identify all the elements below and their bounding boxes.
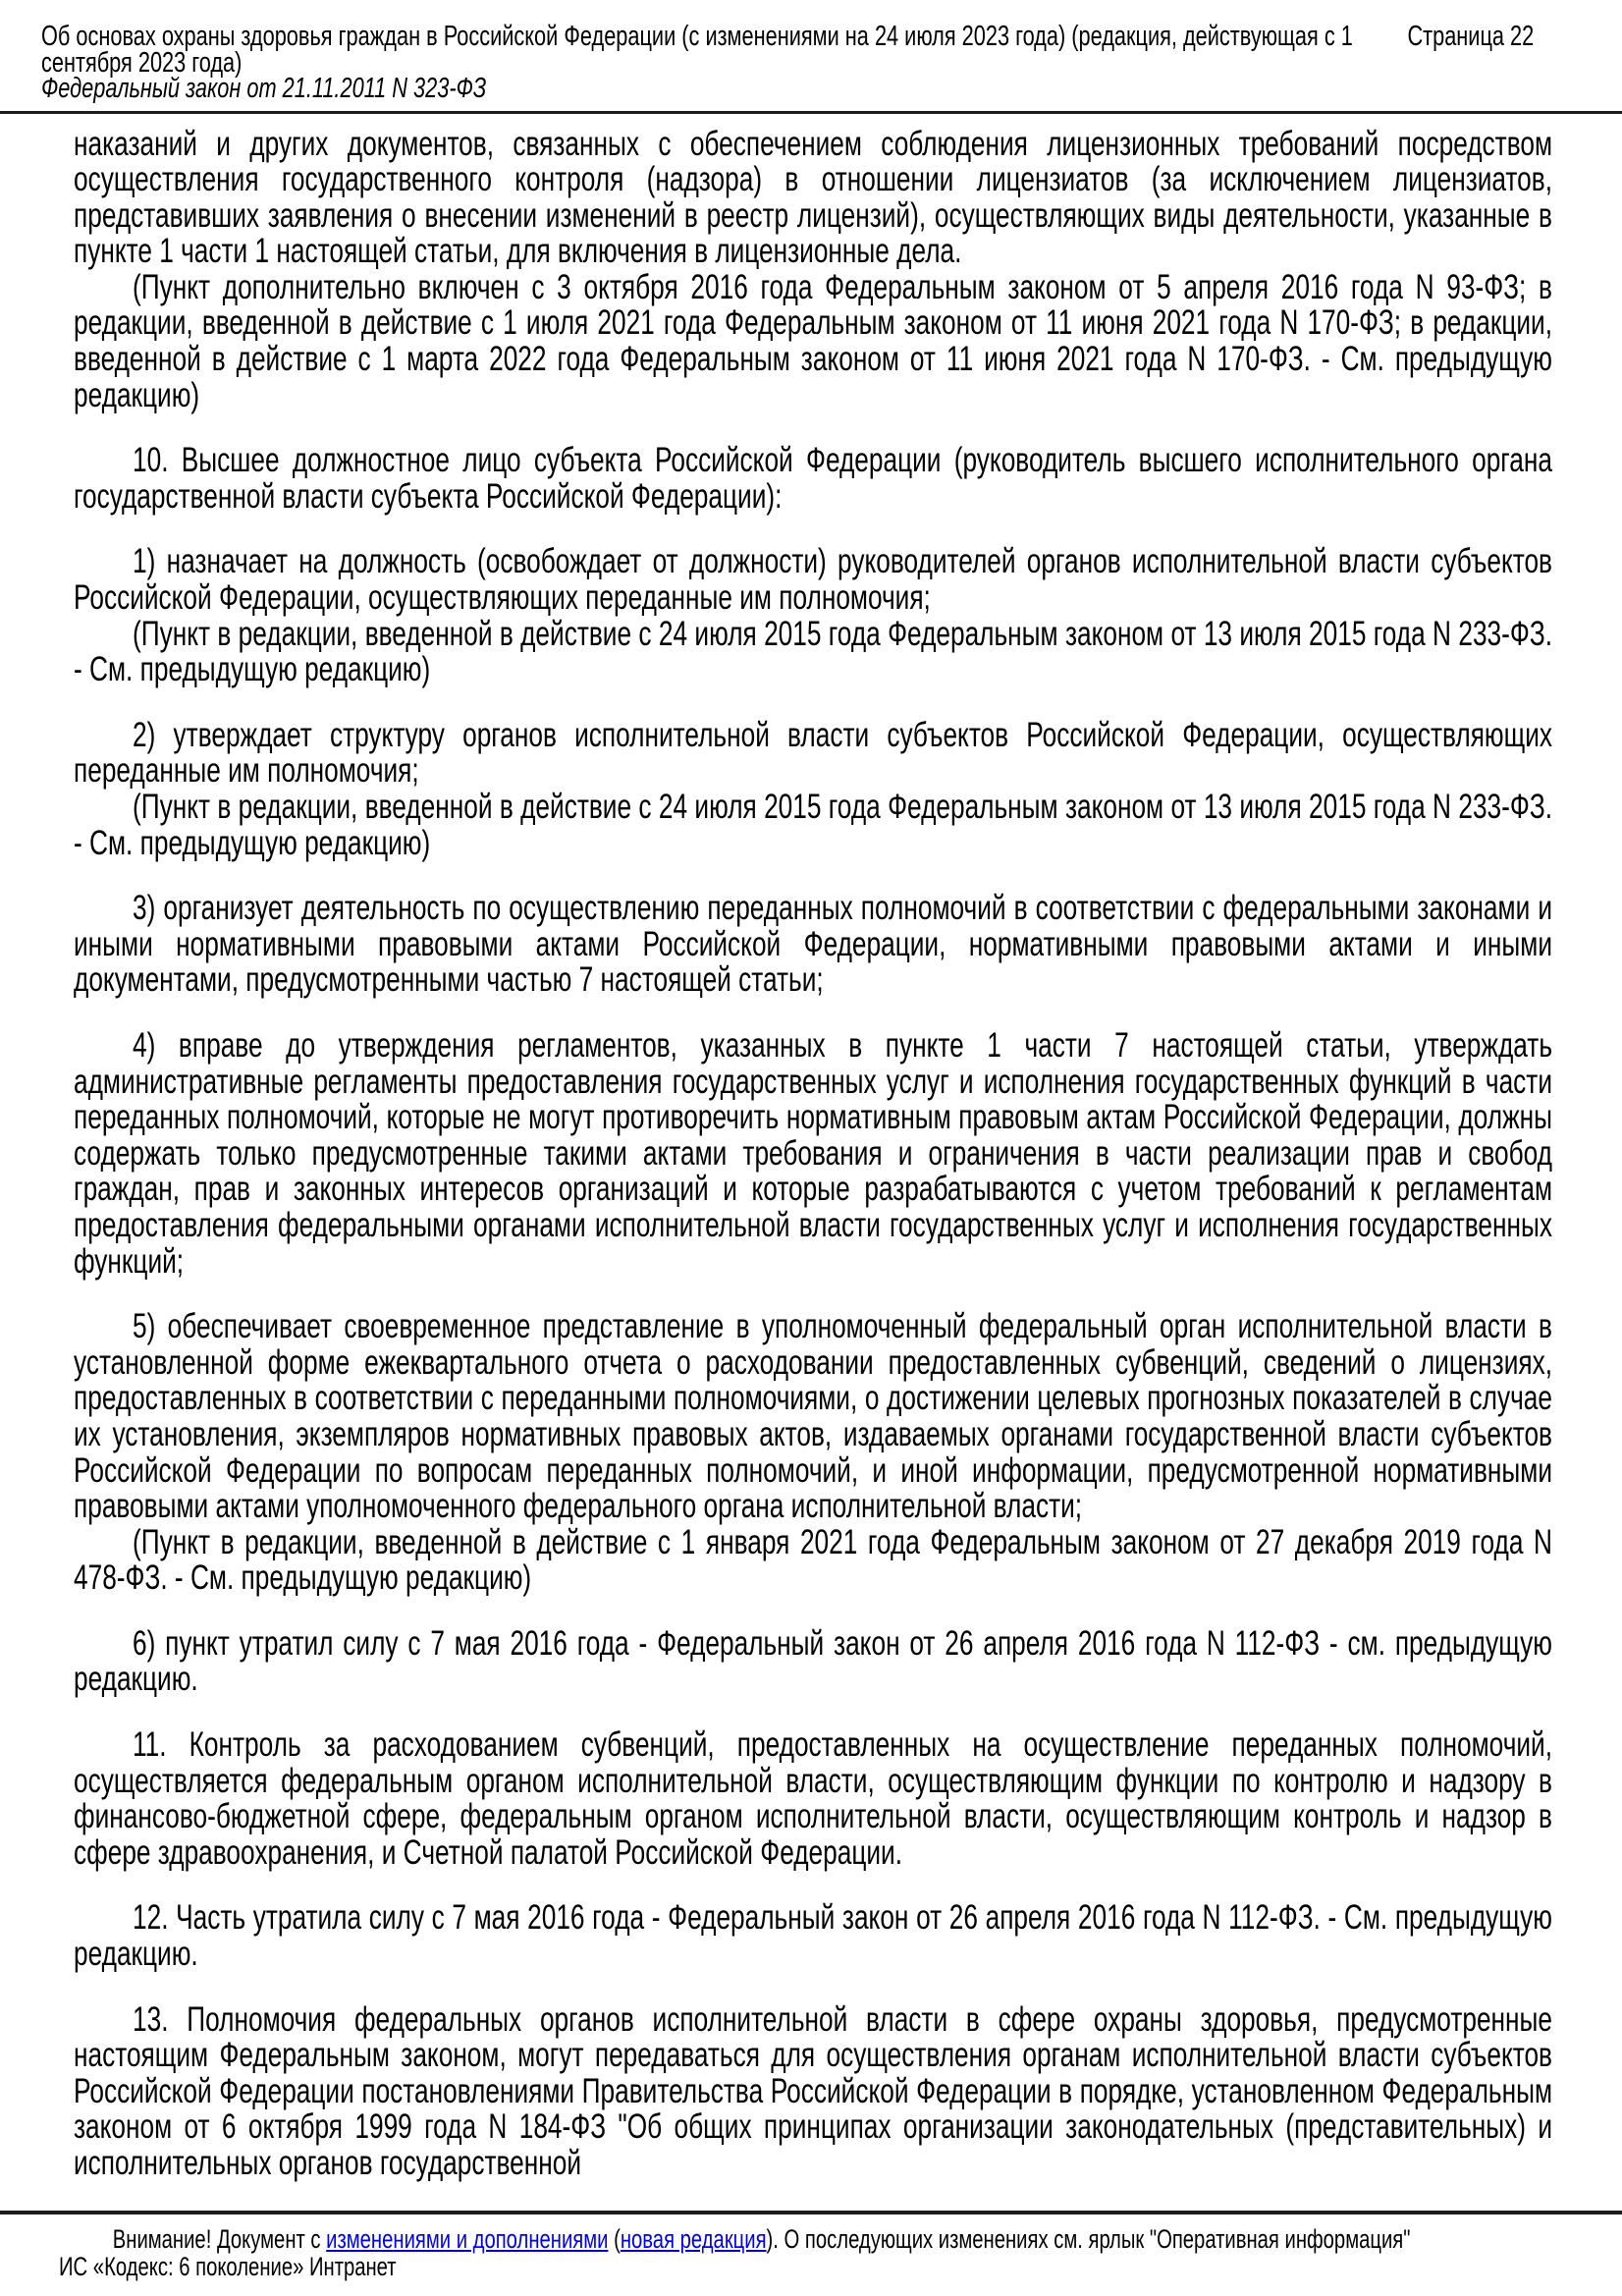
body-paragraph: 12. Часть утратила силу с 7 мая 2016 года - Федеральный закон от 26 апреля 2016 года N 112-ФЗ. - См. предыдущую редакцию.: [74, 1898, 1552, 1974]
body-paragraph: (Пункт дополнительно включен с 3 октября 2016 года Федеральным законом от 5 апреля 2016 года N 93-ФЗ; в редакции, введенной в действие с 1 июля 2021 года Федеральным законом от 11 июня 2021 года N 170-ФЗ; в редакции, введенной в действие с 1 марта 2022 года Федеральным законом от 11 июня 2021 года N 170-ФЗ. - См. предыдущую редакцию): [74, 267, 1552, 414]
footer-text-block: [0, 2214, 1622, 2296]
body-paragraph: (Пункт в редакции, введенной в действие с 1 января 2021 года Федеральным законом от 27 декабря 2019 года N 478-ФЗ. - См. предыдущую редакцию): [74, 1522, 1552, 1598]
page-number-label: Страница 22: [1407, 21, 1535, 52]
body-paragraph: 11. Контроль за расходованием субвенций, предоставленных на осуществление переданных полномочий, осуществляется федеральным органом исполнительной власти, осуществляющим функции по контролю и надзору в финансово-бюджетной сфере, федеральным органом исполнительной власти, осуществляющим контроль и надзор в сфере здравоохранения, и Счетной палатой Российской Федерации.: [74, 1725, 1552, 1872]
body-paragraph: 5) обеспечивает своевременное представление в уполномоченный федеральный орган исполнительной власти в установленной форме ежеквартального отчета о расходовании предоставленных субвенций, сведений о лицензиях, предоставленных в соответствии с переданными полномочиями, о достижении целевых прогнозных показателей в случае их установления, экземпляров нормативных правовых актов, издаваемых органами государственной власти субъектов Российской Федерации по вопросам переданных полномочий, и иной информации, предусмотренной нормативными правовыми актами уполномоченного федерального органа исполнительной власти;: [74, 1307, 1552, 1526]
footer-notice-prefix: Внимание! Документ с: [112, 2224, 327, 2254]
footer-system-label: ИС «Кодекс: 6 поколение» Интранет: [59, 2251, 397, 2281]
body-paragraph: 13. Полномочия федеральных органов исполнительной власти в сфере охраны здоровья, предусмотренные настоящим Федеральным законом, могут передаваться для осуществления органам исполнительной власти субъектов Российской Федерации постановлениями Правительства Российской Федерации в порядке, установленном Федеральным законом от 6 октября 1999 года N 184-ФЗ "Об общих принципах организации законодательных (представительных) и исполнительных органов государственной: [74, 1999, 1552, 2182]
body-paragraph: (Пункт в редакции, введенной в действие с 24 июля 2015 года Федеральным законом от 13 июля 2015 года N 233-ФЗ. - См. предыдущую редакцию): [74, 788, 1552, 862]
body-paragraph: (Пункт в редакции, введенной в действие с 24 июля 2015 года Федеральным законом от 13 июля 2015 года N 233-ФЗ. - См. предыдущую редакцию): [74, 614, 1552, 689]
document-subtitle: Федеральный закон от 21.11.2011 N 323-ФЗ: [41, 73, 487, 104]
body-paragraph: 1) назначает на должность (освобождает от должности) руководителей органов исполнительной власти субъектов Российской Федерации, осуществляющих переданные им полномочия;: [74, 542, 1552, 618]
new-edition-link[interactable]: новая редакция: [620, 2224, 767, 2254]
body-paragraph: 2) утверждает структуру органов исполнительной власти субъектов Российской Федерации, осуществляющих переданные им полномочия;: [74, 715, 1552, 791]
body-paragraph: 3) организует деятельность по осуществлению переданных полномочий в соответствии с федеральными законами и иными нормативными правовыми актами Российской Федерации, нормативными правовыми актами и иными документами, предусмотренными частью 7 настоящей статьи;: [74, 889, 1552, 1000]
body-paragraph: 6) пункт утратил силу с 7 мая 2016 года - Федеральный закон от 26 апреля 2016 года N 112-ФЗ - см. предыдущую редакцию.: [74, 1623, 1552, 1699]
document-title: Об основах охраны здоровья граждан в Российской Федерации (с изменениями на 24 июля 2023 года) (редакция, действующая с 1 сентября 2023 года): [41, 21, 1353, 79]
document-title-block: [41, 21, 1375, 104]
body-paragraph: 10. Высшее должностное лицо субъекта Российской Федерации (руководитель высшего исполнительного органа государственной власти субъекта Российской Федерации):: [74, 441, 1552, 516]
page-header: [0, 0, 1622, 102]
body-paragraph: наказаний и других документов, связанных с обеспечением соблюдения лицензионных требований посредством осуществления государственного контроля (надзора) в отношении лицензиатов (за исключением лицензиатов, представивших заявления о внесении изменений в реестр лицензий), осуществляющих виды деятельности, указанные в пункте 1 части 1 настоящей статьи, для включения в лицензионные дела.: [74, 124, 1552, 271]
body-paragraph: 4) вправе до утверждения регламентов, указанных в пункте 1 части 7 настоящей статьи, утверждать административные регламенты предоставления государственных услуг и исполнения государственных функций в части переданных полномочий, которые не могут противоречить нормативным правовым актам Российской Федерации, должны содержать только предусмотренные такими актами требования и ограничения в части реализации прав и свобод граждан, прав и законных интересов организаций и которые разрабатываются с учетом требований к регламентам предоставления федеральными органами исполнительной власти государственных услуг и исполнения государственных функций;: [74, 1025, 1552, 1281]
footer-notice-suffix: ). О последующих изменениях см. ярлык "Оперативная информация": [766, 2224, 1411, 2254]
changes-and-additions-link[interactable]: изменениями и дополнениями: [326, 2224, 609, 2254]
footer-notice: [59, 2226, 1578, 2254]
document-body: [0, 114, 1622, 2195]
page-footer: [0, 2211, 1622, 2296]
footer-notice-mid: (: [608, 2224, 621, 2254]
